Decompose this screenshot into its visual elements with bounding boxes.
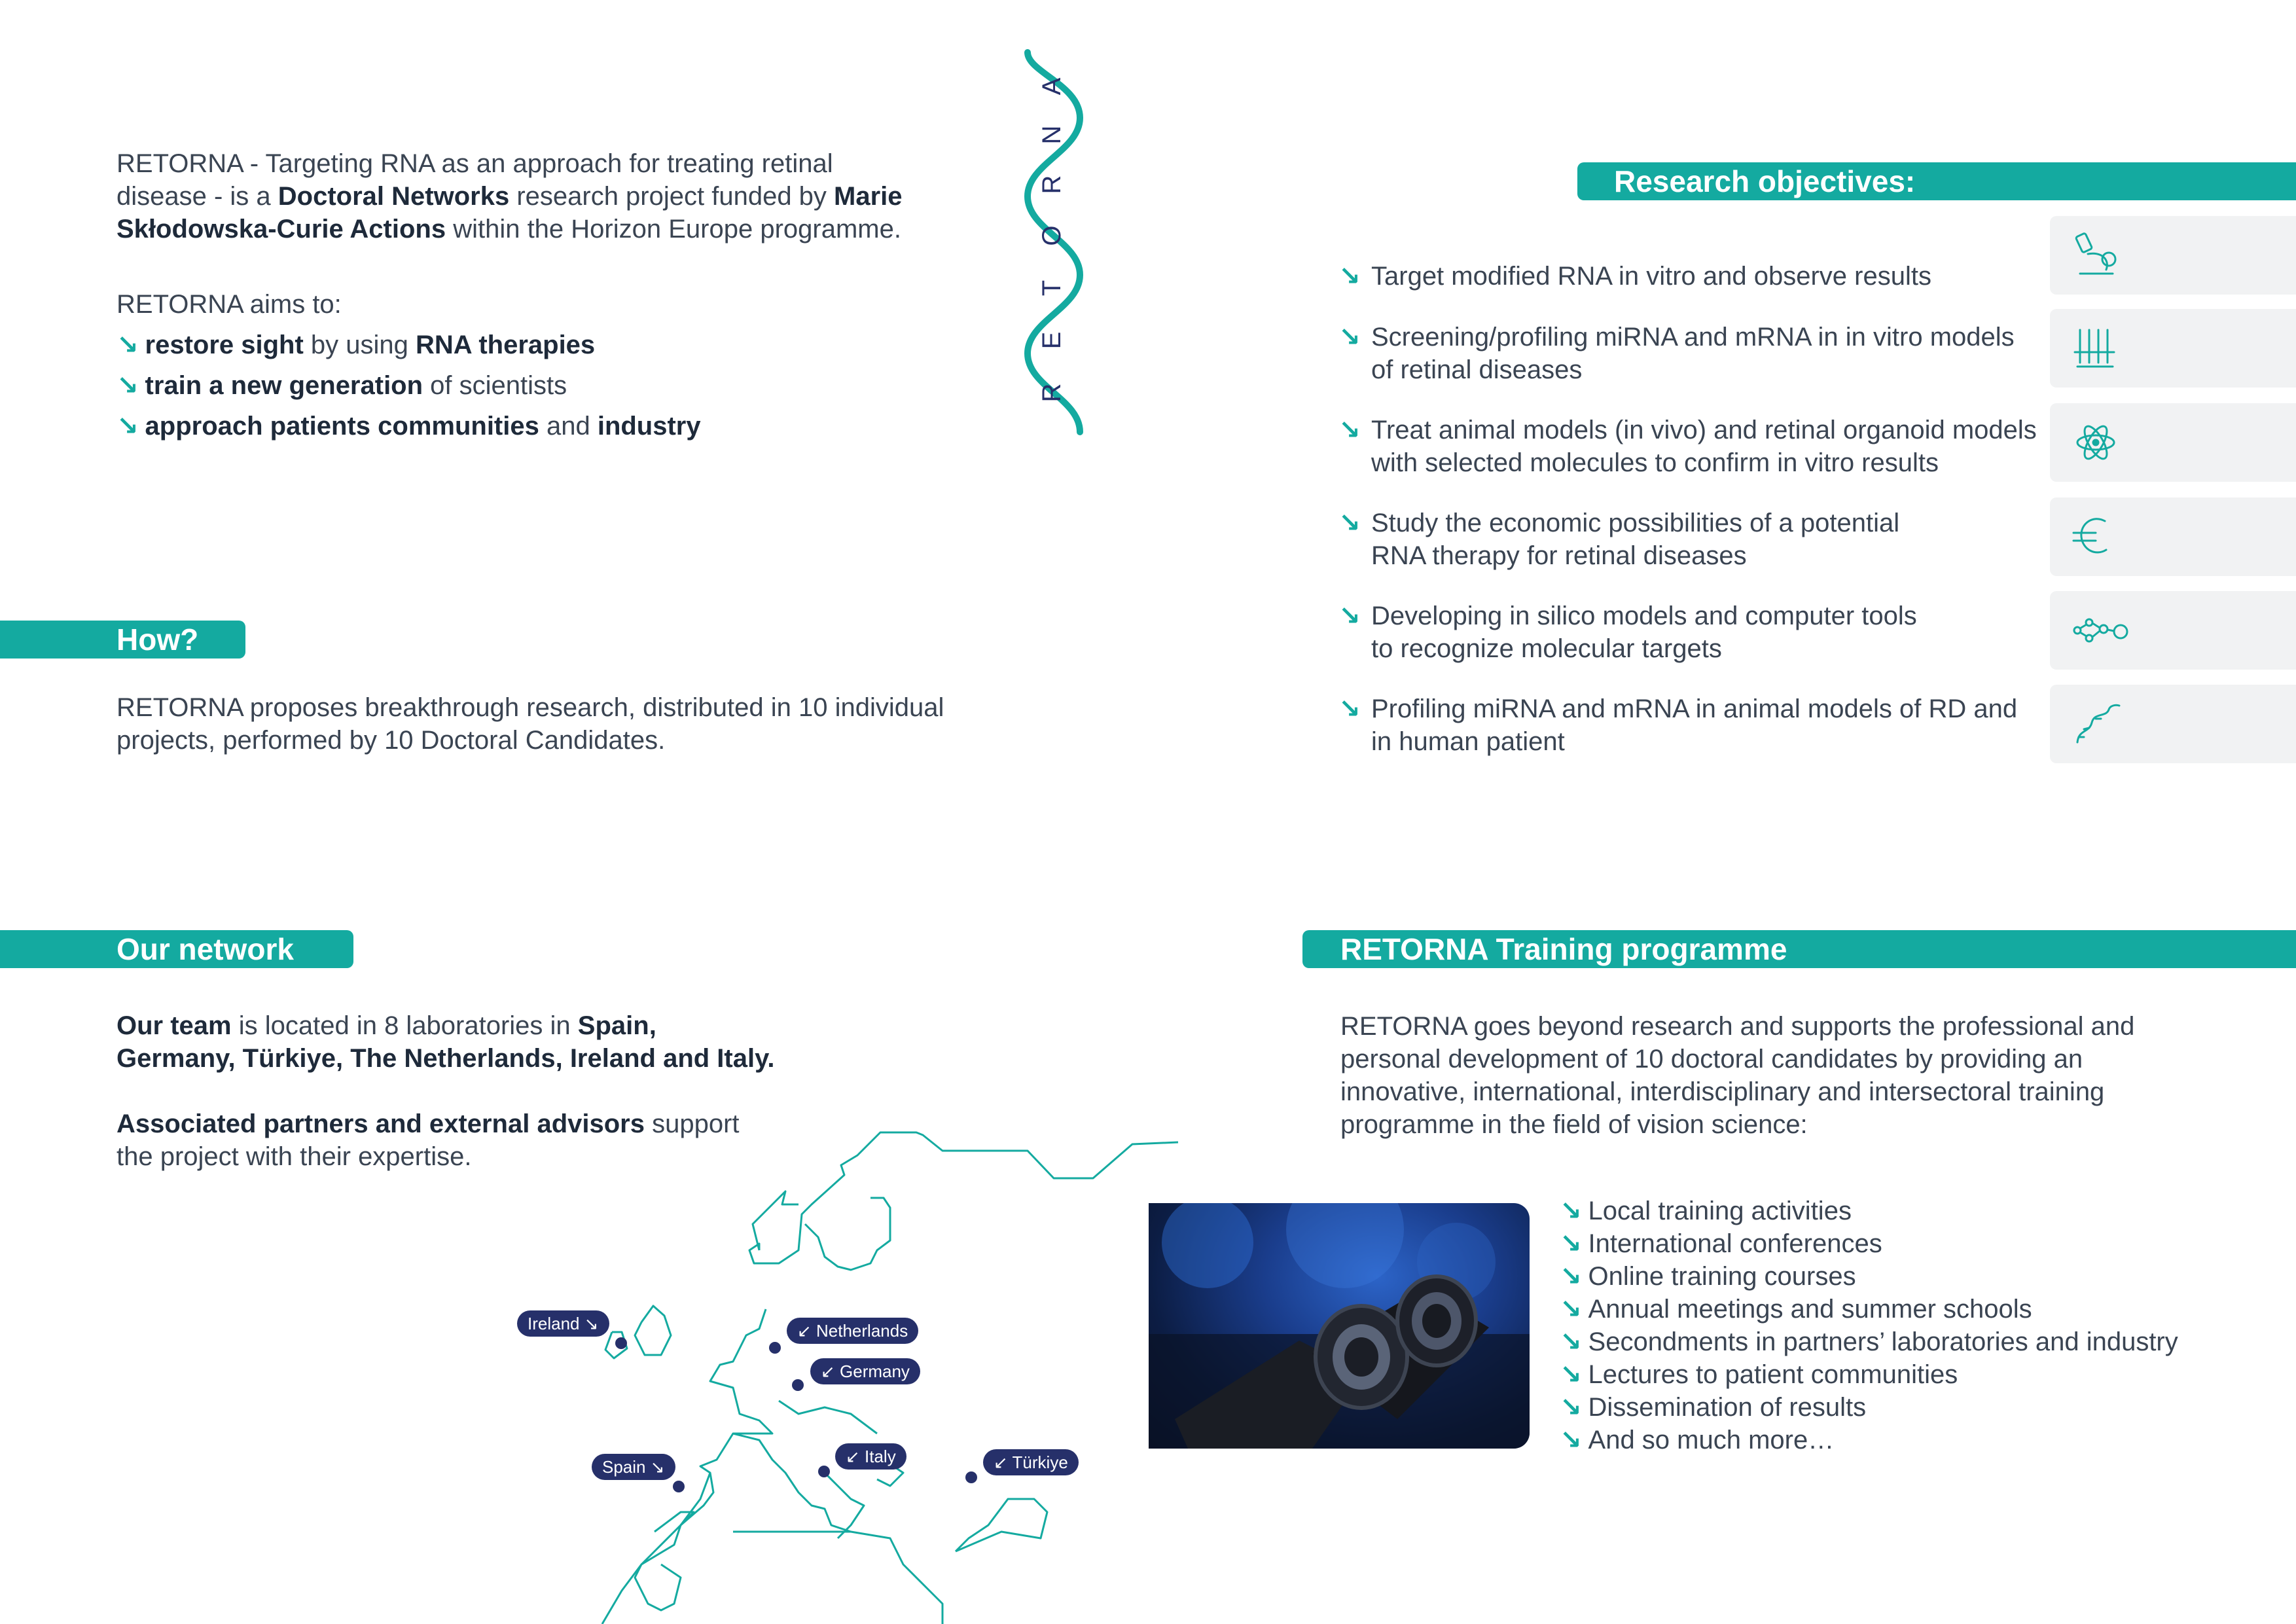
map-label-germany: ↙ Germany [810, 1358, 920, 1384]
objective-item: ↘ Study the economic possibilities of a potential RNA therapy for retinal diseases [1338, 507, 2045, 572]
training-line: innovative, international, interdisciplinary and intersectoral training [1340, 1077, 2105, 1106]
network-line: the project with their expertise. [117, 1142, 472, 1171]
test-tubes-icon [2050, 309, 2296, 388]
objective-item: ↘ Profiling miRNA and mRNA in animal models of RD and in human patient [1338, 693, 2045, 758]
map-label-spain: Spain ↘ [592, 1454, 675, 1480]
molecule-icon [2050, 591, 2296, 670]
rna-strand-icon [2050, 685, 2296, 763]
euro-icon [2050, 497, 2296, 576]
logo-letter: T [1037, 280, 1066, 297]
aim-item: ↘ train a new generation of scientists [117, 371, 567, 400]
objective-item: ↘ Target modified RNA in vitro and observe results [1338, 260, 2045, 293]
training-list-item: ↘ Lectures to patient communities [1560, 1360, 1958, 1389]
map-label-ireland: Ireland ↘ [517, 1310, 609, 1337]
how-line: RETORNA proposes breakthrough research, distributed in 10 individual [117, 693, 944, 722]
map-label-turkiye: ↙ Türkiye [983, 1449, 1079, 1475]
network-line: Germany, Türkiye, The Netherlands, Ireland and Italy. [117, 1044, 775, 1073]
map-label-netherlands: ↙ Netherlands [787, 1318, 918, 1344]
training-programme-heading: RETORNA Training programme [1302, 930, 2296, 968]
microscope-photo [1149, 1203, 1530, 1449]
arrow-icon: ↘ [1338, 509, 1361, 537]
arrow-icon: ↘ [1338, 695, 1361, 723]
arrow-icon: ↘ [1338, 416, 1361, 444]
logo-letter: A [1037, 77, 1066, 96]
logo-letter: R [1037, 383, 1066, 403]
training-line: personal development of 10 doctoral candidates by providing an [1340, 1045, 2083, 1074]
map-pin-turkiye [965, 1471, 977, 1483]
arrow-icon: ↘ [1338, 262, 1361, 291]
aim-item: ↘ restore sight by using RNA therapies [117, 331, 596, 359]
logo-letter: N [1037, 125, 1066, 145]
how-text [117, 691, 1033, 757]
intro-line-3: Skłodowska-Curie Actions within the Horizon Europe programme. [117, 215, 901, 244]
intro-line-2: disease - is a Doctoral Networks research project funded by Marie [117, 182, 903, 211]
training-list-item: ↘ And so much more… [1560, 1426, 1835, 1454]
arrow-icon: ↘ [1338, 323, 1361, 352]
map-pin-italy [818, 1466, 830, 1477]
logo-letter: R [1037, 175, 1066, 194]
training-list-item: ↘ Annual meetings and summer schools [1560, 1295, 2032, 1324]
network-line: Associated partners and external advisors support [117, 1110, 740, 1138]
map-pin-ireland [615, 1337, 627, 1349]
objective-item: ↘ Developing in silico models and computer tools to recognize molecular targets [1338, 600, 2045, 665]
aims-block [117, 288, 967, 446]
retorna-logo [1014, 46, 1093, 445]
training-list-item: ↘ Local training activities [1560, 1197, 1852, 1225]
map-pin-netherlands [769, 1342, 781, 1354]
objective-item: ↘ Screening/profiling miRNA and mRNA in in vitro models of retinal diseases [1338, 321, 2045, 386]
arrow-icon: ↘ [1338, 602, 1361, 630]
logo-letter: O [1037, 225, 1066, 246]
logo-letter: E [1037, 331, 1066, 350]
research-objectives-heading: Research objectives: [1577, 162, 2296, 200]
map-pin-spain [673, 1481, 685, 1492]
training-list-item: ↘ Dissemination of results [1560, 1393, 1867, 1422]
intro-line-1: RETORNA - Targeting RNA as an approach for treating retinal [117, 149, 833, 178]
training-line: programme in the field of vision science: [1340, 1110, 1808, 1139]
training-list-item: ↘ International conferences [1560, 1229, 1882, 1258]
training-intro [1340, 1010, 2270, 1141]
objective-item: ↘ Treat animal models (in vivo) and retinal organoid models with selected molecules to confirm in vitro results [1338, 414, 2045, 479]
training-list [1560, 1195, 2178, 1456]
network-line: Our team is located in 8 laboratories in Spain, [117, 1011, 656, 1040]
aim-item: ↘ approach patients communities and industry [117, 412, 701, 441]
atom-icon [2050, 403, 2296, 482]
training-list-item: ↘ Online training courses [1560, 1262, 1856, 1291]
aims-heading: RETORNA aims to: [117, 290, 342, 319]
microscope-icon [2050, 216, 2296, 295]
our-network-heading: Our network [0, 930, 353, 968]
map-label-italy: ↙ Italy [835, 1443, 906, 1470]
how-line: projects, performed by 10 Doctoral Candidates. [117, 726, 666, 755]
intro-paragraph [117, 147, 967, 245]
training-line: RETORNA goes beyond research and supports the professional and [1340, 1012, 2135, 1041]
how-heading: How? [0, 621, 245, 659]
map-pin-germany [792, 1379, 804, 1391]
training-list-item: ↘ Secondments in partners’ laboratories and industry [1560, 1327, 2178, 1356]
